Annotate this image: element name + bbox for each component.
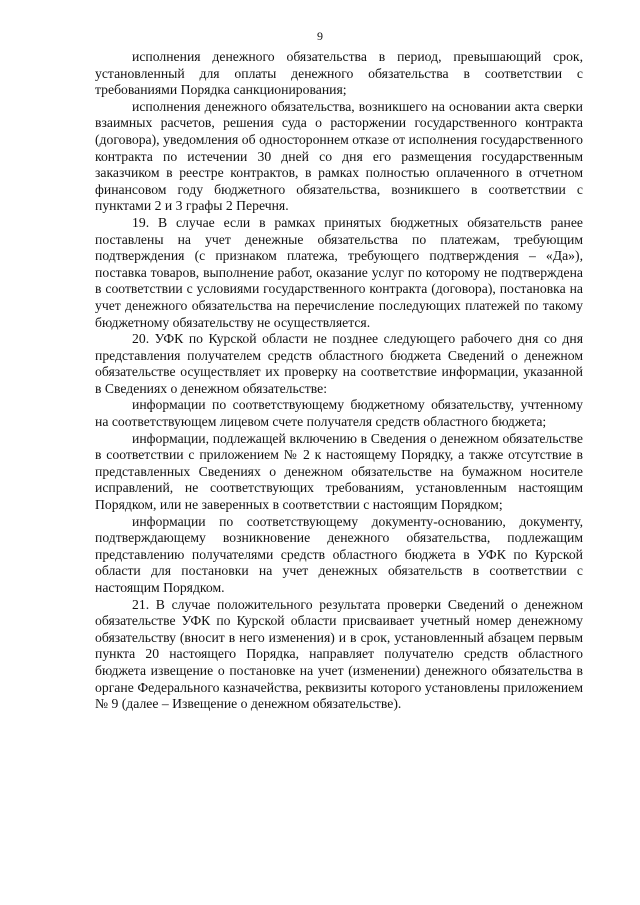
paragraph: информации по соответствующему документу-основанию, документу, подтверждающему возникновение денежного обязательства, подлежащим представлению получателями средств областного бюджета в УФК по Курской области для постановки на учет денежных обязательств в соответствии с настоящим Порядком.: [95, 513, 583, 595]
document-body: [95, 49, 583, 713]
paragraph: исполнения денежного обязательства, возникшего на основании акта сверки взаимных расчетов, решения суда о расторжении государственного контракта (договора), уведомления об одностороннем отказе от исполнения государственного контракта по истечении 30 дней со дня его размещения государственным заказчиком в реестре контрактов, в рамках полностью оплаченного в отчетном финансовом году бюджетного обязательства, возникшего в соответствии с пунктами 2 и 3 графы 2 Перечня.: [95, 98, 583, 214]
paragraph-clause-20: 20. УФК по Курской области не позднее следующего рабочего дня со дня представления получателем средств областного бюджета Сведений о денежном обязательстве осуществляет их проверку на соответствие информации, указанной в Сведениях о денежном обязательстве:: [95, 331, 583, 396]
page-number: 9: [317, 29, 323, 43]
paragraph: исполнения денежного обязательства в период, превышающий срок, установленный для оплаты денежного обязательства в соответствии с требованиями Порядка санкционирования;: [95, 49, 583, 98]
paragraph: информации, подлежащей включению в Сведения о денежном обязательстве в соответствии с приложением № 2 к настоящему Порядку, а также отсутствие в представленных Сведениях о денежном обязательстве на бумажном носителе исправлений, не соответствующих требованиям, установленным настоящим Порядком, или не заверенных в соответствии с настоящим Порядком;: [95, 430, 583, 513]
paragraph: информации по соответствующему бюджетному обязательству, учтенному на соответствующем лицевом счете получателя средств областного бюджета;: [95, 397, 583, 430]
paragraph-clause-21: 21. В случае положительного результата проверки Сведений о денежном обязательстве УФК по Курской области присваивает учетный номер денежному обязательству (вносит в него изменения) и в срок, установленный абзацем первым пункта 20 настоящего Порядка, направляет получателю средств областного бюджета извещение о постановке на учет (изменении) денежного обязательства в органе Федерального казначейства, реквизиты которого установлены приложением № 9 (далее – Извещение о денежном обязательстве).: [95, 596, 583, 712]
paragraph-clause-19: 19. В случае если в рамках принятых бюджетных обязательств ранее поставлены на учет денежные обязательства по платежам, требующим подтверждения (с признаком платежа, требующего подтверждения – «Да»), поставка товаров, выполнение работ, оказание услуг по которому не подтверждена в соответствии с условиями государственного контракта (договора), постановка на учет денежного обязательства на перечисление последующих платежей по такому бюджетному обязательству не осуществляется.: [95, 214, 583, 330]
